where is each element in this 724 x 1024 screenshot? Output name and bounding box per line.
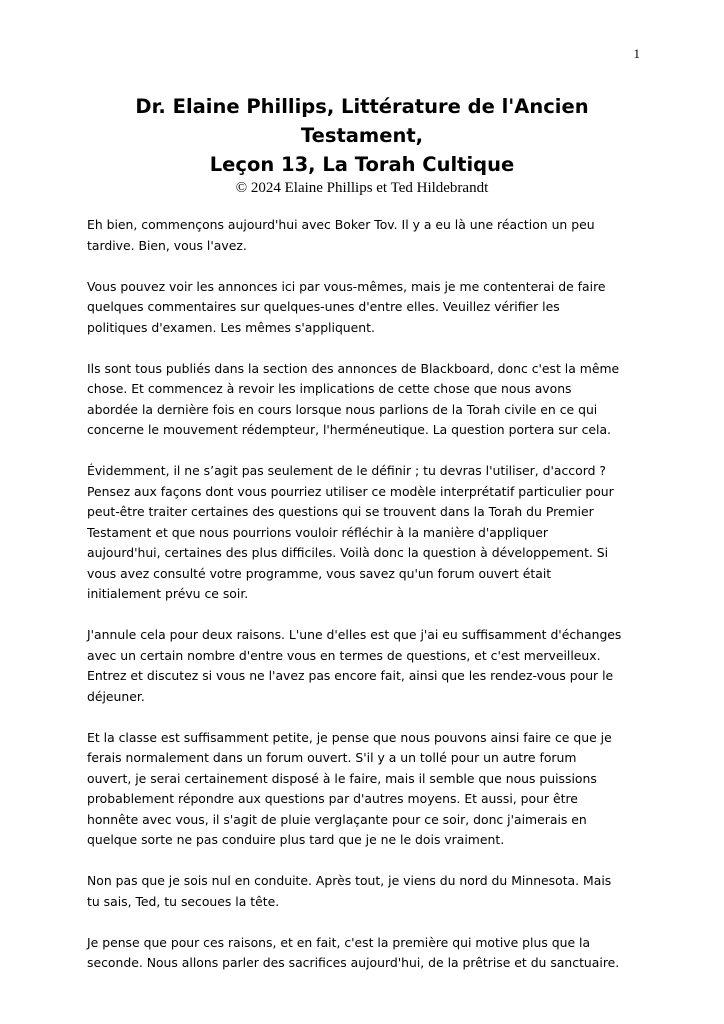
page-number: 1 bbox=[633, 46, 640, 61]
text-line: politiques d'examen. Les mêmes s'appliquent. bbox=[87, 319, 375, 335]
text-line: tu sais, Ted, tu secoues la tête. bbox=[87, 893, 280, 909]
title-line: Leçon 13, La Torah Cultique bbox=[209, 153, 515, 176]
text-line: Vous pouvez voir les annonces ici par vous-mêmes, mais je me contenterai de faire bbox=[87, 278, 606, 294]
text-line: aujourd'hui, certaines des plus difficiles. Voilà donc la question à développement. Si bbox=[87, 545, 609, 560]
text-line: peut-être traiter certaines des questions qui se trouvent dans la Torah du Premier bbox=[87, 504, 594, 519]
paragraph bbox=[87, 359, 647, 441]
text-line: concerne le mouvement rédempteur, l'herméneutique. La question portera sur cela. bbox=[87, 422, 611, 437]
text-line: initialement prévu ce soir. bbox=[87, 586, 249, 601]
paragraph bbox=[87, 728, 647, 851]
text-line: abordée la dernière fois en cours lorsque nous parlions de la Torah civile en ce qui bbox=[87, 401, 598, 417]
text-line: ouvert, je serai certainement disposé à le faire, mais il semble que nous puissions bbox=[87, 770, 597, 786]
paragraph bbox=[87, 933, 647, 974]
paragraph bbox=[87, 625, 647, 707]
text-line: honnête avec vous, il s'agit de pluie verglaçante pour ce soir, donc j'aimerais en bbox=[87, 811, 587, 827]
page-title bbox=[90, 92, 634, 179]
paragraph bbox=[87, 871, 647, 912]
text-line: déjeuner. bbox=[87, 688, 145, 704]
paragraph bbox=[87, 461, 647, 605]
paragraph bbox=[87, 277, 647, 339]
title-line: Testament, bbox=[300, 124, 424, 147]
document-body bbox=[87, 215, 647, 994]
text-line: Eh bien, commençons aujourd'hui avec Boker Tov. Il y a eu là une réaction un peu bbox=[87, 217, 595, 232]
text-line: quelques commentaires sur quelques-unes d'entre elles. Veuillez vérifier les bbox=[87, 299, 560, 314]
copyright-notice: © 2024 Elaine Phillips et Ted Hildebrandt bbox=[235, 180, 489, 196]
text-line: avec un certain nombre d'entre vous en termes de questions, et c'est merveilleux. bbox=[87, 647, 601, 663]
text-line: probablement répondre aux questions par d'autres moyens. Et aussi, pour être bbox=[87, 791, 578, 806]
text-line: Je pense que pour ces raisons, et en fait, c'est la première qui motive plus que la bbox=[87, 934, 591, 950]
text-line: ferais normalement dans un forum ouvert. S'il y a un tollé pour un autre forum bbox=[87, 750, 577, 765]
text-line: Et la classe est suffisamment petite, je pense que nous pouvons ainsi faire ce que je bbox=[87, 729, 612, 745]
text-line: Testament et que nous pourrions vouloir réfléchir à la manière d'appliquer bbox=[87, 524, 548, 540]
text-line: Non pas que je sois nul en conduite. Après tout, je viens du nord du Minnesota. Mais bbox=[87, 873, 612, 888]
text-line: seconde. Nous allons parler des sacrifices aujourd'hui, de la prêtrise et du sanctuaire. bbox=[87, 955, 620, 970]
text-line: tardive. Bien, vous l'avez. bbox=[87, 237, 247, 253]
text-line: chose. Et commencez à revoir les implications de cette chose que nous avons bbox=[87, 381, 572, 396]
text-line: Ils sont tous publiés dans la section des annonces de Blackboard, donc c'est la même bbox=[87, 360, 620, 376]
text-line: Pensez aux façons dont vous pourriez utiliser ce modèle interprétatif particulier pour bbox=[87, 483, 614, 499]
text-line: Évidemment, il ne s’agit pas seulement de le définir ; tu devras l'utiliser, d'accord ? bbox=[87, 463, 606, 478]
title-line: Dr. Elaine Phillips, Littérature de l'Ancien bbox=[135, 95, 589, 118]
paragraph bbox=[87, 215, 647, 256]
text-line: Entrez et discutez si vous ne l'avez pas encore fait, ainsi que les rendez-vous pour le bbox=[87, 668, 614, 683]
text-line: quelque sorte ne pas conduire plus tard que je ne le dois vraiment. bbox=[87, 832, 505, 847]
text-line: J'annule cela pour deux raisons. L'une d'elles est que j'ai eu suffisamment d'échanges bbox=[87, 627, 622, 642]
text-line: vous avez consulté votre programme, vous savez qu'un forum ouvert était bbox=[87, 565, 552, 581]
